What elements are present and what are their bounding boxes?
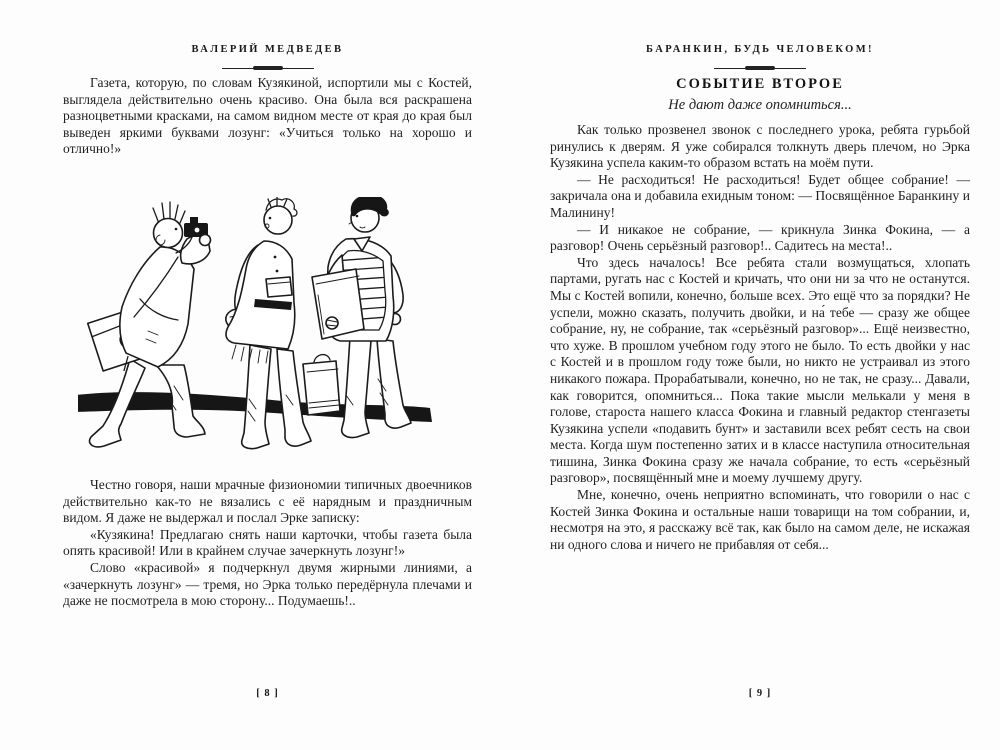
body-paragraph: «Кузякина! Предлагаю снять наши карточки, чтобы газета была опять красивой! Или в крайнем случае зачеркнуть лозунг!» [63,526,472,559]
body-paragraph: Как только прозвенел звонок с последнего урока, ребята гурьбой ринулись к дверям. Я уже собирался толкнуть дверь плечом, но Эрка Кузякина успела каким-то образом встать на моём пути. [550,122,970,171]
body-paragraph: Слово «красивой» я подчеркнул двумя жирными линиями, а «зачеркнуть лозунг» — тремя, но Эрка только передёрнула плечами и даже не посмотрела в мою сторону... Подумаешь!.. [63,559,472,609]
chapter-subtitle: Не дают даже опомниться... [668,97,852,113]
body-paragraph: Что здесь началось! Все ребята стали возмущаться, хлопать партами, ругать нас с Костей и кричать, что они ни за что не останутся. Мы с Костей вопили, конечно, больше всех. Это ещё что за порядки? Не успели, можно сказать, получить двойки, и на́ тебе — сразу же общее собрание, ну, не собрание, так «серьёзный разговор»... Ещё неизвестно, что хуже. В прошлом учебном году этого не было. То есть двойки у нас с Костей и в прошлом году тоже были, но никто не устраивал из этого никакого пожара. Прорабатывали, конечно, но не так, не сразу... Давали, как говорится, опомниться... Пока такие мысли мелькали у меня в голове, староста нашего класса Фокина и главный редактор стенгазеты Кузякина успели «подавить бунт» и заставили всех ребят сесть на свои места. Когда шум постепенно затих и в классе наступила относительная тишина, Зинка Фокина сразу же начала собрание, то есть «серьёзный разговор», посвящённый мне и моему лучшему другу. [550,254,970,486]
header-divider [550,65,970,71]
body-paragraph: — Не расходиться! Не расходиться! Будет общее собрание! — закричала она и добавила ехидным тоном: — Посвящённое Баранкину и Малинину! [550,171,970,220]
right-page-text-block [550,122,970,553]
divider-line [222,68,314,69]
divider-line [714,68,806,69]
right-page [500,0,1000,750]
running-head-author: ВАЛЕРИЙ МЕДВЕДЕВ [191,44,344,55]
chapter-title: СОБЫТИЕ ВТОРОЕ [676,76,844,92]
illustration-three-boys [78,197,490,467]
running-head-title: БАРАНКИН, БУДЬ ЧЕЛОВЕКОМ! [646,44,874,55]
page-number-left: [ 8 ] [256,688,279,699]
illustration-drawing [78,197,490,467]
body-paragraph: Газета, которую, по словам Кузякиной, испортили мы с Костей, выглядела действительно очень красиво. Она была вся раскрашена разноцветными красками, на самом видном месте от края до края был выведен яркими буквами лозунг: «Учиться только на хорошо и отлично!» [63,75,472,157]
left-page-text-block [63,477,472,610]
page-number-right: [ 9 ] [748,688,772,699]
body-paragraph: Мне, конечно, очень неприятно вспоминать, что говорили о нас с Костей Зинка Фокина и остальные наши товарищи на том собрании, и, несмотря на это, я расскажу всё так, как было на самом деле, не искажая ни одного слова и ничего не прибавляя от себя... [550,487,970,552]
header-divider [63,65,472,71]
body-paragraph: — И никакое не собрание, — крикнула Зинка Фокина, — а разговор! Очень серьёзный разговор!.. Садитесь на места!.. [550,221,970,254]
body-paragraph: Честно говоря, наши мрачные физиономии типичных двоечников действительно как-то не вязались с её нарядным и праздничным видом. Я даже не выдержал и послал Эрке записку: [63,477,472,526]
